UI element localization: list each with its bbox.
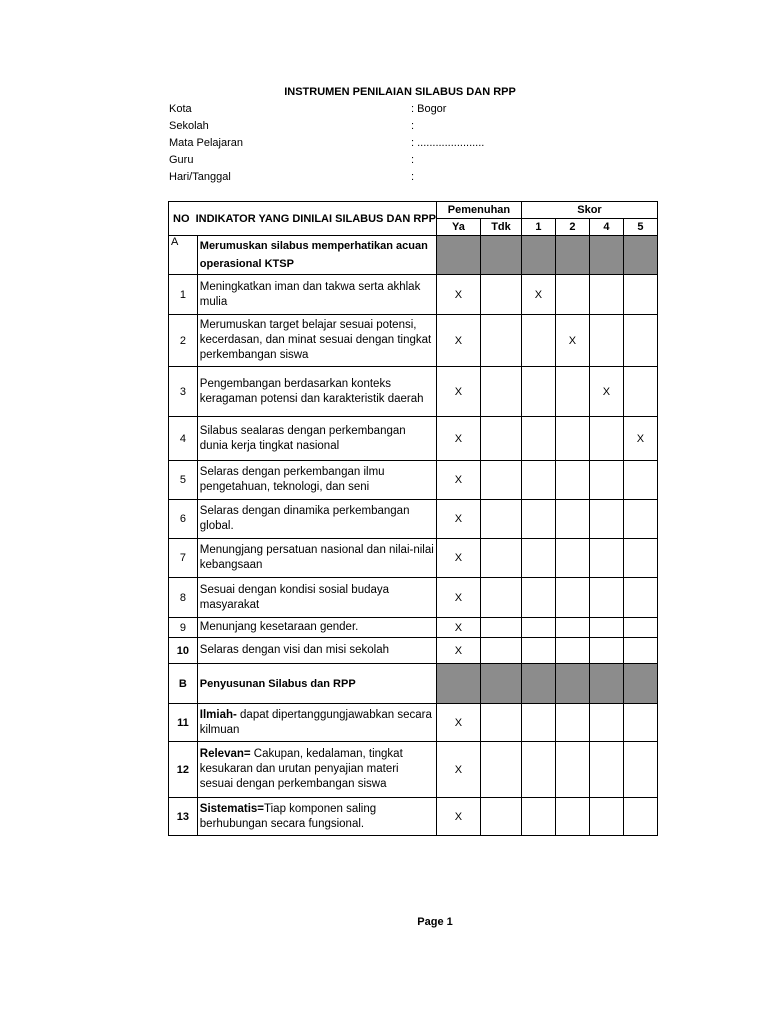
table-row: [169, 618, 658, 638]
tdk-cell: [480, 798, 521, 836]
row-number: 7: [169, 539, 198, 578]
score-cell: [555, 704, 589, 742]
tdk-cell: [480, 638, 521, 664]
score-cell: [555, 417, 589, 461]
indicator-criterion: Relevan=: [199, 748, 251, 760]
section-title: Penyusunan Silabus dan RPP: [197, 664, 436, 704]
score-cell: [555, 236, 589, 275]
table-row: [169, 315, 658, 367]
score-cell: [589, 578, 623, 618]
score-cell: [555, 578, 589, 618]
score-cell: [623, 500, 657, 539]
table-row: [169, 500, 658, 539]
score-cell: [589, 798, 623, 836]
indicator-description: dapat dipertanggungjawabkan secara kilmuan: [199, 708, 432, 736]
table-row: [169, 417, 658, 461]
row-number: A: [169, 236, 198, 275]
row-number: 11: [169, 704, 198, 742]
score-cell: [623, 618, 657, 638]
ya-cell: X: [436, 578, 480, 618]
ya-header: Ya: [436, 219, 480, 236]
ya-cell: X: [436, 275, 480, 315]
page-footer: Page 1: [417, 916, 453, 928]
tdk-cell: [480, 500, 521, 539]
meta-value: : Bogor: [411, 103, 447, 115]
meta-label: Guru: [169, 154, 194, 166]
meta-label: Sekolah: [169, 120, 209, 132]
row-number: 13: [169, 798, 198, 836]
indicator-text: Pengembangan berdasarkan konteks keragaman potensi dan karakteristik daerah: [197, 367, 436, 417]
table-row: [169, 461, 658, 500]
section-title: Merumuskan silabus memperhatikan acuan operasional KTSP: [197, 236, 436, 275]
score-cell: [521, 798, 555, 836]
score-cell: [623, 704, 657, 742]
meta-row-kota: [169, 101, 569, 118]
indicator-description: Cakupan, kedalaman, tingkat kesukaran dan urutan penyajian materi sesuai dengan perkembangan siswa: [199, 748, 403, 790]
table-row: [169, 578, 658, 618]
score-cell: [589, 704, 623, 742]
indicator-text: Menungjang persatuan nasional dan nilai-nilai kebangsaan: [197, 539, 436, 578]
indicator-text: Silabus sealaras dengan perkembangan dunia kerja tingkat nasional: [197, 417, 436, 461]
tdk-cell: [480, 578, 521, 618]
tdk-cell: [480, 664, 521, 704]
indicator-text: Selaras dengan perkembangan ilmu pengetahuan, teknologi, dan seni: [197, 461, 436, 500]
indicator-text: Meningkatkan iman dan takwa serta akhlak mulia: [197, 275, 436, 315]
meta-row-sekolah: [169, 118, 569, 135]
row-number: 6: [169, 500, 198, 539]
score-col-header: 4: [589, 219, 623, 236]
meta-label: Hari/Tanggal: [169, 171, 231, 183]
score-cell: [521, 704, 555, 742]
no-header: NO: [173, 212, 190, 225]
score-col-header: 2: [555, 219, 589, 236]
score-header: Skor: [521, 202, 657, 219]
tdk-cell: [480, 539, 521, 578]
score-cell: X: [589, 367, 623, 417]
score-cell: [623, 275, 657, 315]
meta-row-guru: [169, 152, 569, 169]
ya-cell: [436, 236, 480, 275]
fulfillment-header: Pemenuhan: [436, 202, 521, 219]
table-row: [169, 638, 658, 664]
score-cell: [521, 500, 555, 539]
ya-cell: X: [436, 500, 480, 539]
score-cell: [521, 236, 555, 275]
tdk-cell: [480, 461, 521, 500]
score-cell: [521, 367, 555, 417]
tdk-cell: [480, 367, 521, 417]
score-cell: [555, 461, 589, 500]
ya-cell: X: [436, 539, 480, 578]
table-row: [169, 704, 658, 742]
score-cell: [555, 618, 589, 638]
score-cell: [589, 315, 623, 367]
score-cell: [555, 638, 589, 664]
score-cell: [521, 742, 555, 798]
tdk-cell: [480, 417, 521, 461]
meta-value: : ......................: [411, 137, 485, 149]
score-cell: [623, 664, 657, 704]
assessment-table: [168, 201, 658, 836]
meta-value: :: [411, 120, 415, 132]
ya-cell: X: [436, 417, 480, 461]
ya-cell: X: [436, 798, 480, 836]
score-cell: [589, 539, 623, 578]
score-col-header: 5: [623, 219, 657, 236]
score-cell: [589, 742, 623, 798]
score-cell: X: [521, 275, 555, 315]
score-cell: [623, 539, 657, 578]
score-cell: [623, 578, 657, 618]
score-cell: [589, 500, 623, 539]
ya-cell: X: [436, 742, 480, 798]
score-cell: X: [623, 417, 657, 461]
indicator-description: Tiap komponen saling berhubungan secara fungsional.: [199, 802, 377, 830]
indicator-text: Selaras dengan dinamika perkembangan global.: [197, 500, 436, 539]
indicator-criterion: Ilmiah-: [199, 708, 237, 721]
score-cell: [521, 315, 555, 367]
score-cell: [623, 798, 657, 836]
score-cell: [589, 417, 623, 461]
meta-label: Kota: [169, 103, 192, 115]
tdk-cell: [480, 315, 521, 367]
score-cell: [555, 742, 589, 798]
row-number: B: [169, 664, 198, 704]
score-cell: [589, 664, 623, 704]
table-row: [169, 742, 658, 798]
ya-cell: X: [436, 704, 480, 742]
score-cell: X: [555, 315, 589, 367]
tdk-cell: [480, 704, 521, 742]
ya-cell: X: [436, 315, 480, 367]
score-cell: [521, 664, 555, 704]
tdk-cell: [480, 742, 521, 798]
score-cell: [623, 461, 657, 500]
section-row: [169, 236, 658, 275]
table-row: [169, 539, 658, 578]
score-cell: [555, 539, 589, 578]
indicator-text: [197, 704, 436, 742]
meta-value: :: [411, 171, 415, 183]
ya-cell: X: [436, 367, 480, 417]
header-row-1: [169, 202, 658, 219]
score-cell: [623, 638, 657, 664]
score-cell: [589, 461, 623, 500]
row-number: 2: [169, 315, 198, 367]
document-title: INSTRUMEN PENILAIAN SILABUS DAN RPP: [284, 86, 516, 98]
ya-cell: X: [436, 461, 480, 500]
indicator-text: Selaras dengan visi dan misi sekolah: [197, 638, 436, 664]
row-number: 4: [169, 417, 198, 461]
score-cell: [521, 638, 555, 664]
meta-value: :: [411, 154, 415, 166]
ya-cell: [436, 664, 480, 704]
indicator-criterion: Sistematis=: [199, 802, 265, 815]
score-cell: [521, 618, 555, 638]
score-cell: [555, 500, 589, 539]
row-number: 5: [169, 461, 198, 500]
indicator-header: INDIKATOR YANG DINILAI SILABUS DAN RPP: [195, 212, 436, 225]
score-cell: [555, 664, 589, 704]
score-cell: [589, 275, 623, 315]
score-cell: [521, 578, 555, 618]
row-number: 3: [169, 367, 198, 417]
score-col-header: 1: [521, 219, 555, 236]
tdk-cell: [480, 275, 521, 315]
ya-cell: X: [436, 618, 480, 638]
section-row: [169, 664, 658, 704]
table-row: [169, 275, 658, 315]
score-cell: [623, 236, 657, 275]
score-cell: [521, 417, 555, 461]
row-number: 8: [169, 578, 198, 618]
score-cell: [589, 236, 623, 275]
indicator-text: [197, 742, 436, 798]
row-number: 9: [169, 618, 198, 638]
row-number: 12: [169, 742, 198, 798]
meta-label: Mata Pelajaran: [169, 137, 243, 149]
score-cell: [589, 618, 623, 638]
indicator-text: [197, 798, 436, 836]
table-row: [169, 798, 658, 836]
score-cell: [589, 638, 623, 664]
score-cell: [623, 315, 657, 367]
indicator-text: Merumuskan target belajar sesuai potensi, kecerdasan, dan minat sesuai dengan tingkat perkembangan siswa: [197, 315, 436, 367]
no-indicator-header: [169, 202, 437, 236]
table-row: [169, 367, 658, 417]
score-cell: [555, 275, 589, 315]
indicator-text: Menunjang kesetaraan gender.: [197, 618, 436, 638]
tdk-cell: [480, 236, 521, 275]
tdk-cell: [480, 618, 521, 638]
score-cell: [521, 461, 555, 500]
ya-cell: X: [436, 638, 480, 664]
row-number: 10: [169, 638, 198, 664]
row-number: 1: [169, 275, 198, 315]
score-cell: [521, 539, 555, 578]
meta-row-hari-tanggal: [169, 169, 569, 186]
meta-row-mata-pelajaran: [169, 135, 569, 152]
score-cell: [623, 742, 657, 798]
document-meta: [169, 101, 569, 186]
tdk-header: Tdk: [480, 219, 521, 236]
indicator-text: Sesuai dengan kondisi sosial budaya masyarakat: [197, 578, 436, 618]
score-cell: [623, 367, 657, 417]
score-cell: [555, 367, 589, 417]
score-cell: [555, 798, 589, 836]
